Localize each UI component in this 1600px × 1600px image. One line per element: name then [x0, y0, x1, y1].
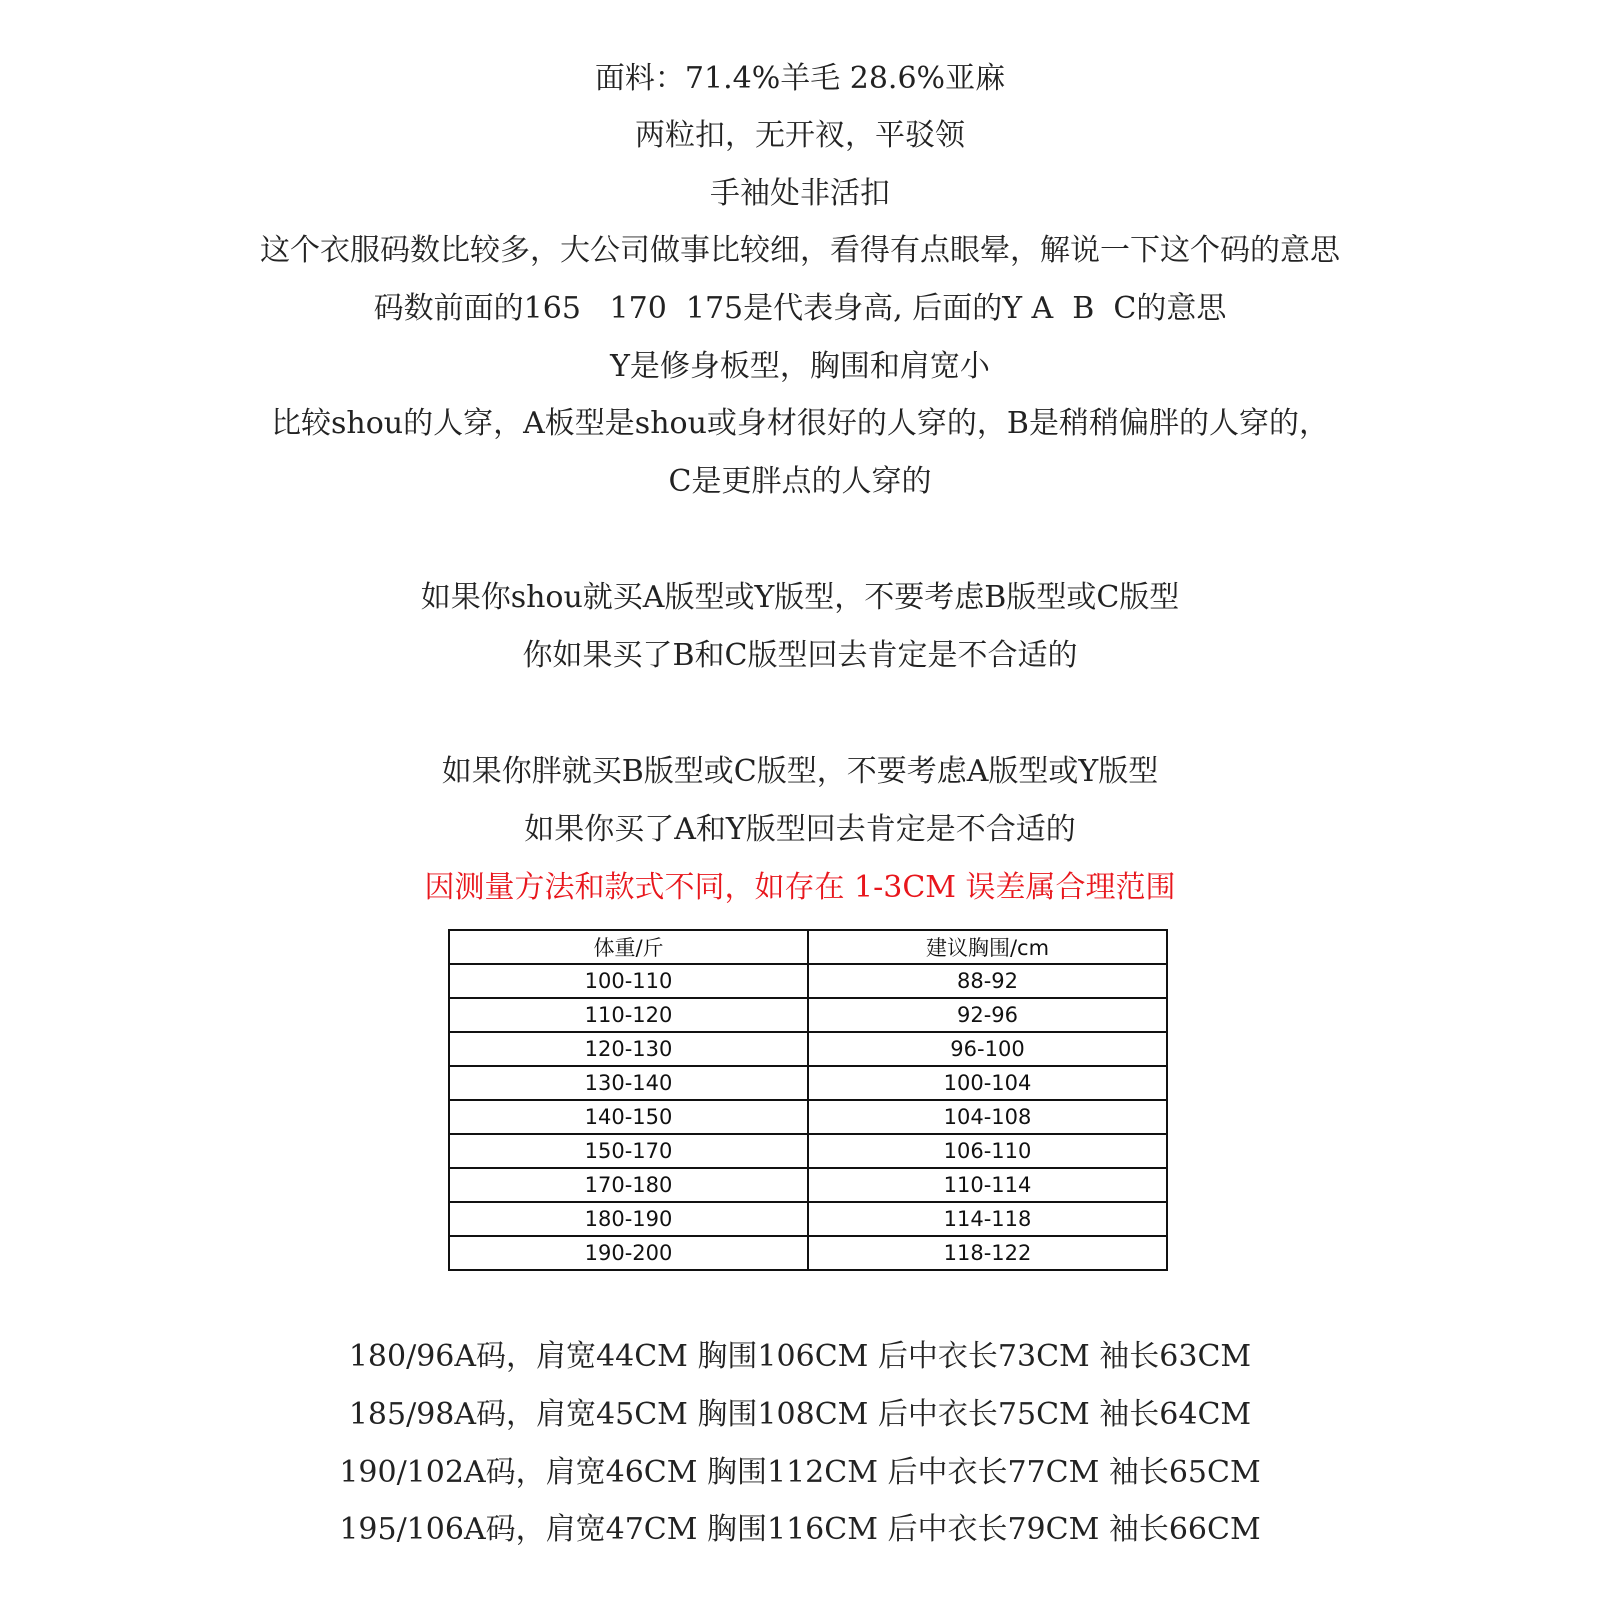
weight-cell: 170-180 — [449, 1168, 808, 1202]
height-explain-line: 码数前面的165 170 175是代表身高, 后面的Y A B C的意思 — [373, 291, 1227, 326]
chest-cell: 92-96 — [808, 998, 1167, 1032]
table-row — [449, 1134, 1167, 1168]
size-spec-180: 180/96A码，肩宽44CM 胸围106CM 后中衣长73CM 袖长63CM — [348, 1339, 1252, 1374]
button-style-line: 两粒扣，无开衩，平驳领 — [635, 118, 965, 153]
thin-advice-line-2: 你如果买了B和C版型回去肯定是不合适的 — [522, 638, 1078, 673]
table-row — [449, 964, 1167, 998]
chest-cell: 106-110 — [808, 1134, 1167, 1168]
fabric-line: 面料：71.4%羊毛 28.6%亚麻 — [594, 61, 1006, 96]
weight-header: 体重/斤 — [449, 930, 808, 964]
fat-advice-line-1: 如果你胖就买B版型或C版型，不要考虑A版型或Y版型 — [441, 754, 1159, 789]
measurement-warning: 因测量方法和款式不同，如存在 1-3CM 误差属合理范围 — [424, 870, 1176, 905]
chest-header: 建议胸围/cm — [808, 930, 1167, 964]
table-row — [449, 1236, 1167, 1270]
chest-cell: 88-92 — [808, 964, 1167, 998]
size-spec-195: 195/106A码，肩宽47CM 胸围116CM 后中衣长79CM 袖长66CM — [339, 1512, 1261, 1547]
chest-cell: 114-118 — [808, 1202, 1167, 1236]
table-row — [449, 1066, 1167, 1100]
weight-cell: 150-170 — [449, 1134, 808, 1168]
size-intro-line: 这个衣服码数比较多，大公司做事比较细，看得有点眼晕，解说一下这个码的意思 — [260, 233, 1340, 268]
chest-cell: 118-122 — [808, 1236, 1167, 1270]
weight-cell: 130-140 — [449, 1066, 808, 1100]
table-row — [449, 1202, 1167, 1236]
thin-advice-line-1: 如果你shou就买A版型或Y版型，不要考虑B版型或C版型 — [420, 580, 1180, 615]
chest-cell: 96-100 — [808, 1032, 1167, 1066]
y-fit-line: Y是修身板型，胸围和肩宽小 — [610, 349, 990, 384]
ab-fit-line: 比较shou的人穿，A板型是shou或身材很好的人穿的，B是稍稍偏胖的人穿的， — [271, 406, 1329, 441]
table-row — [449, 1168, 1167, 1202]
size-spec-190: 190/102A码，肩宽46CM 胸围112CM 后中衣长77CM 袖长65CM — [339, 1455, 1261, 1490]
sleeve-button-line: 手袖处非活扣 — [710, 176, 890, 211]
chest-cell: 104-108 — [808, 1100, 1167, 1134]
size-spec-185: 185/98A码，肩宽45CM 胸围108CM 后中衣长75CM 袖长64CM — [348, 1397, 1252, 1432]
c-fit-line: C是更胖点的人穿的 — [668, 464, 932, 499]
weight-cell: 100-110 — [449, 964, 808, 998]
weight-chest-table — [448, 929, 1168, 1271]
table-row — [449, 998, 1167, 1032]
weight-cell: 110-120 — [449, 998, 808, 1032]
weight-cell: 180-190 — [449, 1202, 808, 1236]
weight-cell: 190-200 — [449, 1236, 808, 1270]
weight-cell: 140-150 — [449, 1100, 808, 1134]
table-row — [449, 1100, 1167, 1134]
chest-cell: 110-114 — [808, 1168, 1167, 1202]
weight-cell: 120-130 — [449, 1032, 808, 1066]
table-row — [449, 1032, 1167, 1066]
chest-cell: 100-104 — [808, 1066, 1167, 1100]
table-header-row — [449, 930, 1167, 964]
fat-advice-line-2: 如果你买了A和Y版型回去肯定是不合适的 — [524, 812, 1076, 847]
